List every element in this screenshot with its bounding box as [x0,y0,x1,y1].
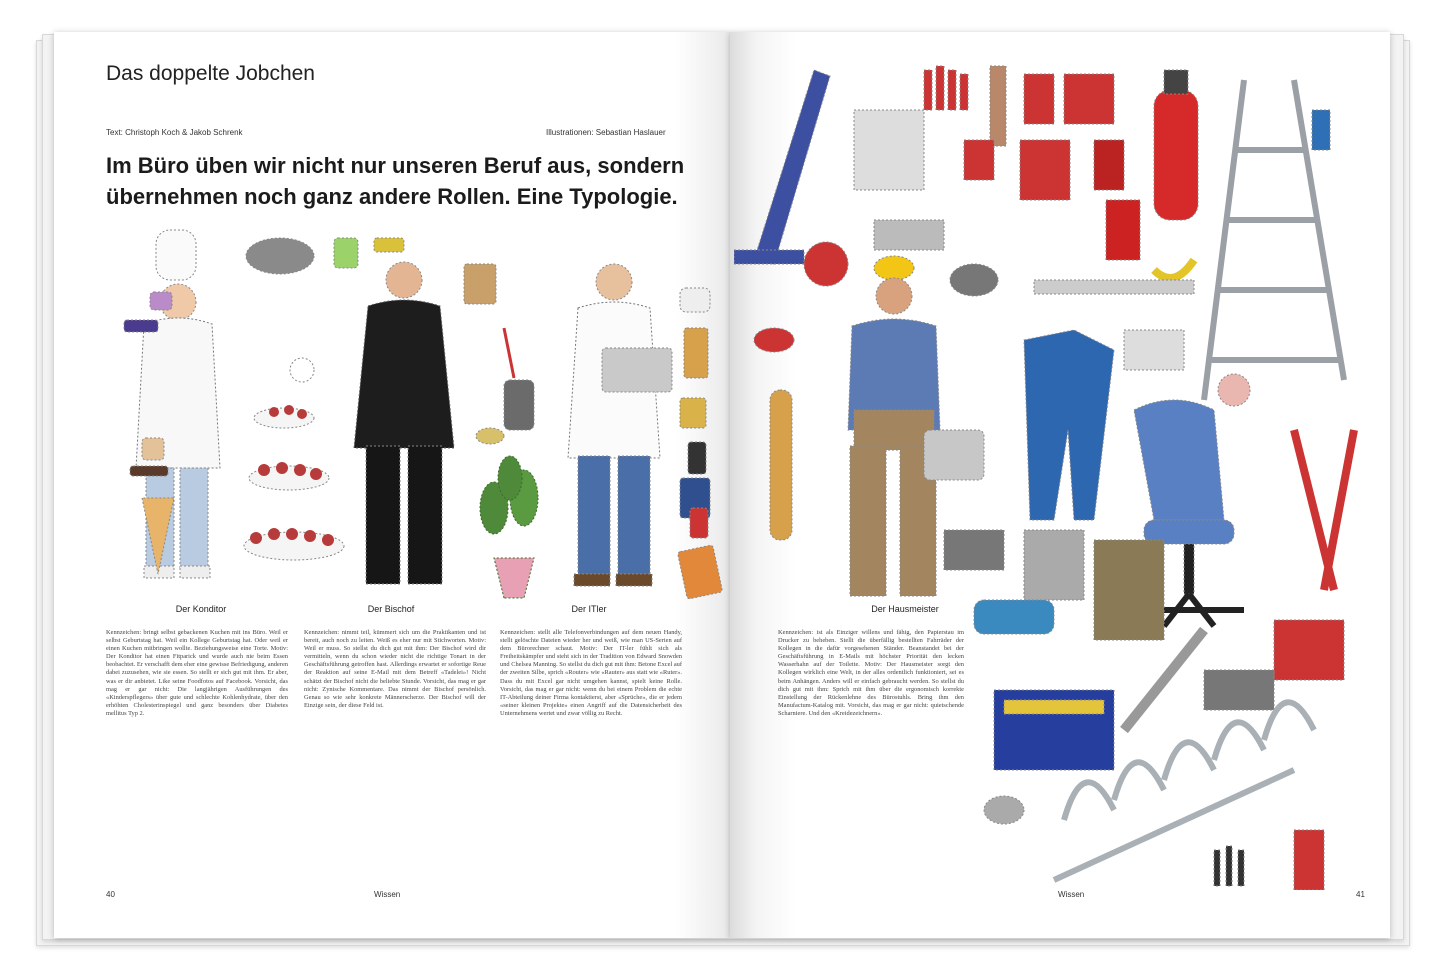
right-page [730,32,1390,938]
magazine-spread [30,26,1415,946]
section-label-right: Wissen [1058,890,1085,899]
text-column-bischof: Kennzeichen: nimmt teil, kümmert sich um die Praktikanten und ist bereit, auch noch zu leiten. Weiß es eher nur mit Stichworten. Motiv: Weil er muss. So stellst du dich gut mit ihm: Der Bischof wird dir vermitteln, wenn du schon wieder nicht die richtige Tonart in der Geschäftsführung getroffen hast. Allerdings erwartet er sofortige Reue der Reaktion auf seine E-Mail mit dem Betreff «Tadelei»! Nicht schätzt der Bischof nicht die beliebte Stunde. Vorsicht, das mag er gar nicht: Zynische Kommentare. Das nimmt der Bischof persönlich. Genau so wie sehr konkrete Männerscherze. Der Bischof will der Einzige sein, der diese Feld ist. [304,629,486,709]
caption-bischof: Der Bischof [367,604,415,614]
caption-hausmeister: Der Hausmeister [871,604,939,614]
article-title: Das doppelte Jobchen [106,62,315,85]
page-number-right: 41 [1356,890,1365,899]
cake-stand-illustration [244,405,344,560]
plant-illustration [480,456,538,598]
bischof-figure [354,262,454,584]
text-column-itler: Kennzeichen: stellt alle Telefonverbindungen auf dem neuen Handy, stellt gelöschte Dateien wieder her und weiß, wie man US-Serien auf dem Bürorechner schaut. Motiv: Der IT-ler fühlt sich als Freiheitskämpfer und steht sich in der Tradition von Edward Snowden und Chelsea Manning. So stellst du dich gut mit ihm: Betone Excel auf der zweiten Silbe, sprich «Router» wie «Rauter» aus statt wie «Ruter». Dass du mit Excel gar nicht umgehen kannst, spielt keine Rolle. Vorsicht, das mag er gar nicht: wenn du bei einem Problem die echte IT-Abteilung deiner Firma kontaktierst, aber «Sprüche», die er jedem «seiner kleinen Projekte» einen Angriff auf die Datensicherheit des Unternehmens wertet und zwar völlig zu Recht. [500,629,682,717]
text-column-konditor: Kennzeichen: bringt selbst gebackenen Kuchen mit ins Büro. Weil er selbst Geburtstag hat. Weil ein Kollege Geburtstag hat. Oder weil er einen Kuchen mitbringen wollte. Beziehungsweise eine Torte. Motiv: Der Konditor hat einen Fitparick und wurde auch nie beim Essen beobachtet. Er verschafft dem eher eine gewisse Befriedigung, anderen dabei zuzusehen, wie sie essen. So stellt er sich gut mit ihm. Er aber, was er dir anbietet. Like seine Foodfotos auf Facebook. Vorsicht, das mag er gar nicht: Die langjährigen Ausführungen des «Kinderspflegers» über gute und schlechte Kohlenhydrate, über den erhöhten Cholesterinspiegel und ganz besonders über Diabetes mellitus Typ 2. [106,629,288,717]
article-lead: Im Büro üben wir nicht nur unseren Beruf aus, sondern übernehmen noch ganz andere Rollen. Eine Typologie. [106,153,685,209]
caption-itler: Der ITler [571,604,607,614]
caption-konditor: Der Konditor [175,604,227,614]
page-number-left: 40 [106,890,115,899]
section-label-left: Wissen [374,890,401,899]
fire-extinguisher-illustration [1154,70,1198,220]
text-column-hausmeister: Kennzeichen: ist als Einziger willens und fähig, den Papierstau im Drucker zu beheben. Stellt die überfällig bestellten Fahrräder der Kollegen in die dafür vorgesehenen Ständer. Beanstandet bei der Geschäftsführung in E-Mails mit höchster Priorität den lecken Wasserhahn auf der Toilette. Motiv: Der Hausmeister sorgt den Kollegen wirklich eine Welt, in der alles ordentlich funktioniert, sei es beim Anhängen. Anders will er einfach gebraucht werden. So stellst du dich gut mit ihm: Sprich mit ihm über die ergonomisch korrekte Einstellung der Rückenlehne des Bürostuhls. Bring ihm den Manufactum-Katalog mit. Vorsicht, das mag er gar nicht: quietschende Scharniere. Und den «Kreidezeichnern». [778,629,964,717]
beer-crate-illustration [994,690,1114,770]
illustration-credit: Illustrationen: Sebastian Haslauer [546,128,666,137]
text-credit: Text: Christoph Koch & Jakob Schrenk [106,128,243,137]
overall-illustration [1024,330,1114,520]
left-page [54,32,730,938]
itler-figure [568,264,672,586]
left-illustrations [84,228,724,602]
hand-truck-illustration [734,70,848,286]
